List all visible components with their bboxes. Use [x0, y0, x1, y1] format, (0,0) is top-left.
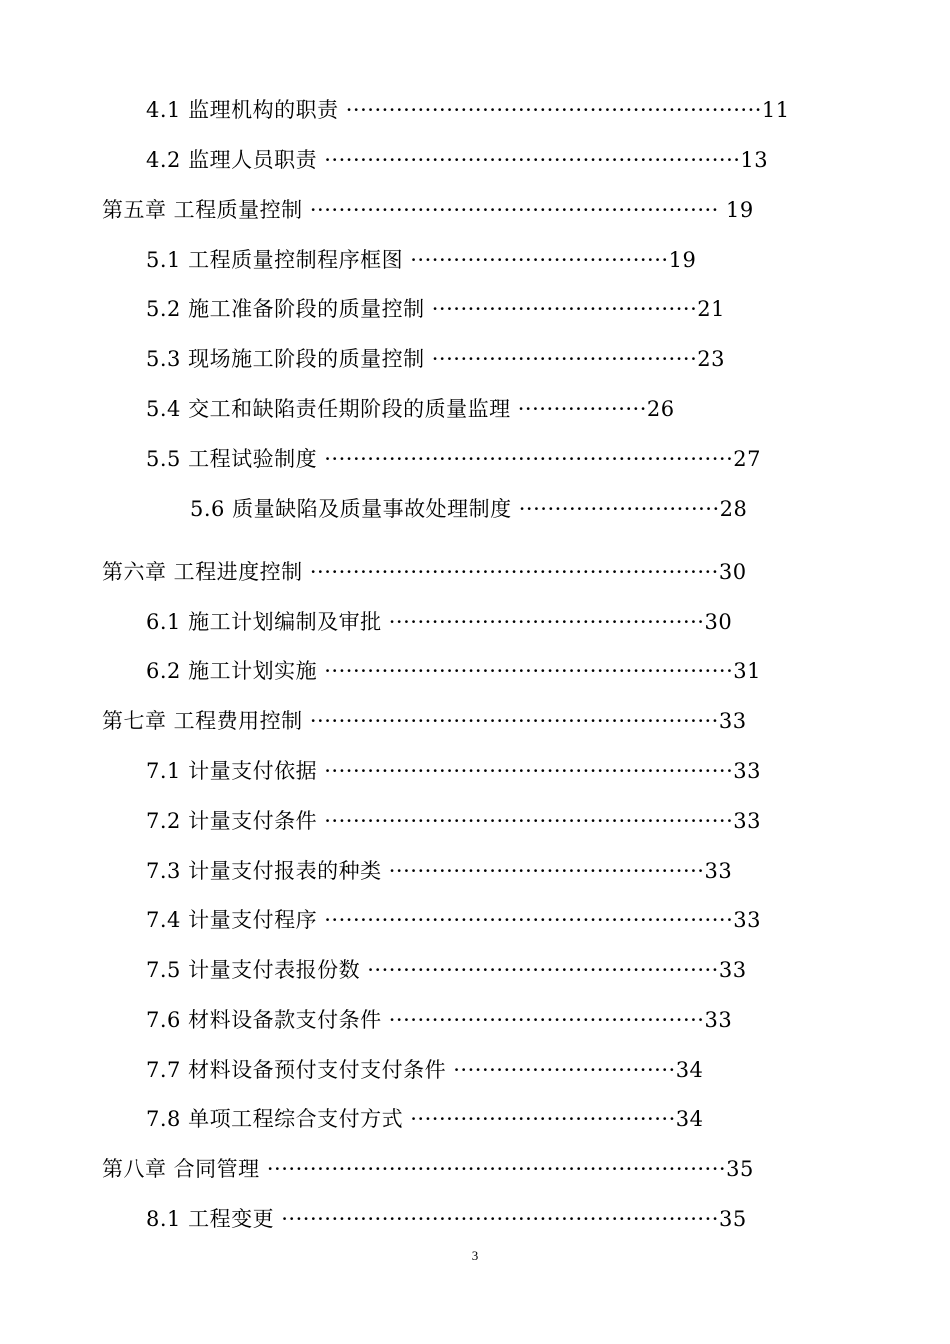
- toc-entry-title: 5.2 施工准备阶段的质量控制: [146, 297, 425, 321]
- toc-page-number: 34: [675, 1107, 704, 1131]
- toc-page-number: 19: [726, 198, 754, 222]
- toc-page-number: 26: [646, 397, 675, 421]
- toc-dot-leader: ·························································: [302, 560, 719, 584]
- toc-entry-6-2[interactable]: [146, 657, 761, 685]
- toc-page-number: 30: [718, 560, 747, 584]
- toc-entry-title: 5.1 工程质量控制程序框图: [146, 248, 404, 272]
- toc-entry-5-5[interactable]: [146, 445, 761, 473]
- toc-page-number: 21: [697, 297, 725, 321]
- toc-entry-5-2[interactable]: [146, 295, 725, 323]
- toc-dot-leader: ·························································: [317, 659, 734, 683]
- toc-entry-chapter-7[interactable]: [102, 707, 747, 735]
- toc-entry-chapter-6[interactable]: [102, 558, 747, 586]
- toc-dot-leader: ·························································: [317, 908, 734, 932]
- toc-page-number: 33: [704, 1008, 733, 1032]
- toc-dot-leader: ····································: [403, 248, 669, 272]
- toc-entry-title: 7.5 计量支付表报份数: [146, 958, 361, 982]
- toc-dot-leader: ·························································: [302, 198, 727, 222]
- toc-entry-7-2[interactable]: [146, 807, 761, 835]
- toc-entry-title: 4.2 监理人员职责: [146, 148, 318, 172]
- toc-dot-leader: ············································: [381, 1008, 705, 1032]
- toc-page-number: 30: [704, 610, 733, 634]
- toc-entry-6-1[interactable]: [146, 608, 732, 636]
- toc-entry-title: 5.4 交工和缺陷责任期阶段的质量监理: [146, 397, 511, 421]
- toc-page-number: 11: [761, 98, 790, 122]
- toc-entry-title: 6.2 施工计划实施: [146, 659, 318, 683]
- toc-entry-7-6[interactable]: [146, 1006, 732, 1034]
- toc-entry-chapter-8[interactable]: [102, 1155, 754, 1183]
- toc-dot-leader: ·····························································: [274, 1207, 719, 1231]
- toc-dot-leader: ·····································: [403, 1107, 676, 1131]
- toc-entry-title: 5.5 工程试验制度: [146, 447, 318, 471]
- toc-dot-leader: ··························································: [317, 148, 741, 172]
- toc-entry-title: 第八章 合同管理: [102, 1157, 260, 1181]
- toc-page-number: 33: [718, 709, 747, 733]
- toc-entry-7-1[interactable]: [146, 757, 761, 785]
- toc-entry-title: 7.7 材料设备预付支付支付条件: [146, 1058, 447, 1082]
- toc-dot-leader: ············································: [381, 610, 705, 634]
- toc-entry-4-1[interactable]: [146, 96, 790, 124]
- toc-page-number: 33: [704, 859, 733, 883]
- toc-page-number: 33: [733, 759, 761, 783]
- toc-entry-5-3[interactable]: [146, 345, 725, 373]
- toc-entry-title: 6.1 施工计划编制及审批: [146, 610, 382, 634]
- toc-page-number: 27: [733, 447, 761, 471]
- toc-entry-title: 第五章 工程质量控制: [102, 198, 303, 222]
- toc-entry-chapter-5[interactable]: [102, 196, 754, 224]
- toc-entry-7-5[interactable]: [146, 956, 747, 984]
- toc-page-number: 33: [733, 908, 761, 932]
- toc-entry-title: 5.3 现场施工阶段的质量控制: [146, 347, 425, 371]
- toc-page-number: 23: [697, 347, 725, 371]
- toc-dot-leader: ································································: [259, 1157, 727, 1181]
- toc-entry-7-8[interactable]: [146, 1105, 703, 1133]
- toc-entry-4-2[interactable]: [146, 146, 768, 174]
- toc-dot-leader: ·························································: [317, 759, 734, 783]
- toc-entry-title: 7.8 单项工程综合支付方式: [146, 1107, 404, 1131]
- toc-dot-leader: ····························: [511, 497, 720, 521]
- toc-dot-leader: ·······························: [446, 1058, 676, 1082]
- toc-dot-leader: ·························································: [317, 809, 734, 833]
- toc-entry-title: 4.1 监理机构的职责: [146, 98, 339, 122]
- toc-dot-leader: ·················································: [360, 958, 719, 982]
- toc-entry-5-1[interactable]: [146, 246, 696, 274]
- toc-entry-5-6[interactable]: [190, 495, 747, 523]
- toc-page-number: 13: [740, 148, 769, 172]
- toc-dot-leader: ·····································: [424, 297, 698, 321]
- toc-page-number: 33: [718, 958, 747, 982]
- page-footer-number: 3: [471, 1248, 479, 1263]
- toc-entry-5-4[interactable]: [146, 395, 675, 423]
- toc-page-number: 34: [675, 1058, 704, 1082]
- toc-page-number: 33: [733, 809, 761, 833]
- toc-dot-leader: ·························································: [317, 447, 734, 471]
- toc-page-number: 28: [719, 497, 748, 521]
- toc-entry-title: 7.2 计量支付条件: [146, 809, 318, 833]
- toc-dot-leader: ·····································: [424, 347, 698, 371]
- toc-page-number: 35: [718, 1207, 747, 1231]
- toc-entry-title: 7.3 计量支付报表的种类: [146, 859, 382, 883]
- toc-entry-title: 8.1 工程变更: [146, 1207, 275, 1231]
- toc-dot-leader: ············································: [381, 859, 705, 883]
- toc-page-number: 19: [668, 248, 697, 272]
- toc-entry-7-7[interactable]: [146, 1056, 703, 1084]
- toc-entry-7-3[interactable]: [146, 857, 732, 885]
- toc-dot-leader: ··················: [510, 397, 647, 421]
- toc-entry-8-1[interactable]: [146, 1205, 747, 1233]
- toc-entry-title: 7.4 计量支付程序: [146, 908, 318, 932]
- toc-dot-leader: ··························································: [338, 98, 762, 122]
- toc-entry-title: 7.1 计量支付依据: [146, 759, 318, 783]
- toc-entry-title: 7.6 材料设备款支付条件: [146, 1008, 382, 1032]
- toc-page-number: 31: [733, 659, 761, 683]
- toc-entry-7-4[interactable]: [146, 906, 761, 934]
- toc-dot-leader: ·························································: [302, 709, 719, 733]
- toc-page-number: 35: [726, 1157, 754, 1181]
- toc-entry-title: 5.6 质量缺陷及质量事故处理制度: [190, 497, 512, 521]
- toc-entry-title: 第七章 工程费用控制: [102, 709, 303, 733]
- toc-entry-title: 第六章 工程进度控制: [102, 560, 303, 584]
